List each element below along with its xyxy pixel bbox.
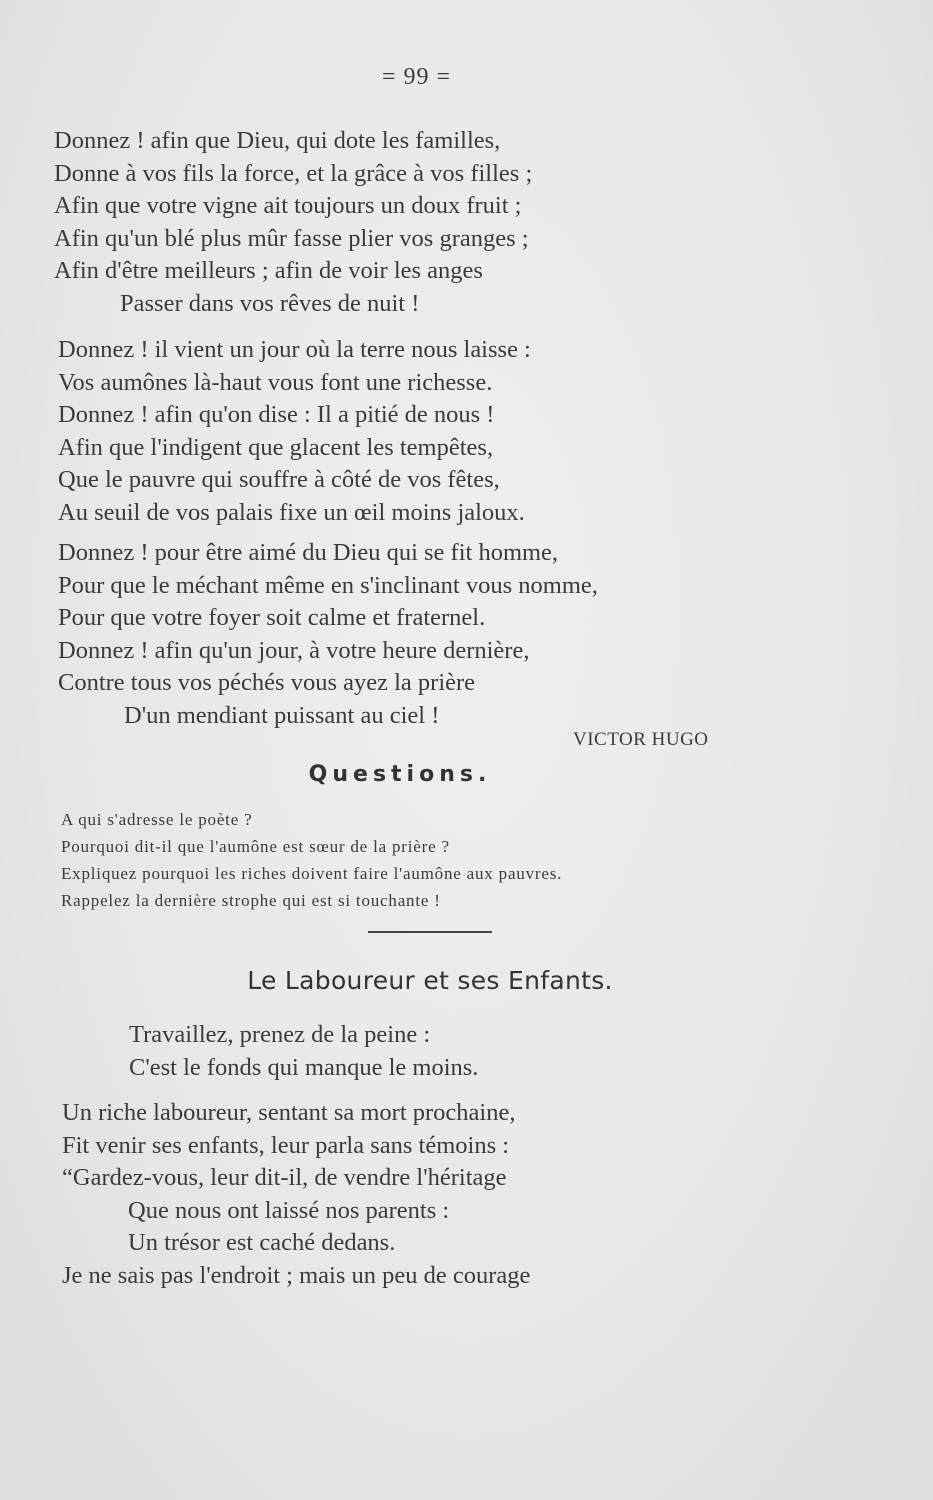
epigraph-line: C'est le fonds qui manque le moins. — [129, 1053, 479, 1081]
verse-line: Donnez ! afin qu'on dise : Il a pitié de nous ! — [58, 401, 495, 428]
verse-line: Je ne sais pas l'endroit ; mais un peu de courage — [62, 1261, 531, 1289]
verse-line: Que le pauvre qui souffre à côté de vos fêtes, — [58, 466, 500, 493]
verse-line: Fit venir ses enfants, leur parla sans témoins : — [62, 1131, 510, 1159]
question-item: Rappelez la dernière strophe qui est si touchante ! — [61, 891, 441, 910]
verse-line: “Gardez-vous, leur dit-il, de vendre l'héritage — [62, 1164, 507, 1191]
verse-line: Donnez ! il vient un jour où la terre nous laisse : — [58, 336, 531, 363]
verse-line: Pour que votre foyer soit calme et fraternel. — [58, 604, 486, 631]
verse-line: Un riche laboureur, sentant sa mort prochaine, — [62, 1099, 516, 1126]
page-number: = 99 = — [381, 64, 452, 90]
poem-stanza-1 — [54, 125, 532, 320]
questions-list — [61, 806, 562, 914]
verse-line: D'un mendiant puissant au ciel ! — [124, 701, 440, 729]
fable-verses — [62, 1097, 530, 1292]
poem-stanza-3 — [58, 537, 598, 732]
epigraph-line: Travaillez, prenez de la peine : — [129, 1021, 431, 1048]
question-item: Pourquoi dit-il que l'aumône est sœur de la prière ? — [61, 837, 450, 856]
question-item: A qui s'adresse le poète ? — [61, 810, 253, 829]
verse-line: Afin que votre vigne ait toujours un doux fruit ; — [54, 192, 522, 219]
verse-line: Donne à vos fils la force, et la grâce à vos filles ; — [54, 159, 533, 187]
verse-line: Vos aumônes là-haut vous font une richesse. — [58, 368, 493, 396]
verse-line: Afin qu'un blé plus mûr fasse plier vos granges ; — [54, 224, 529, 252]
section-divider — [368, 931, 492, 933]
verse-line: Contre tous vos péchés vous ayez la prière — [58, 669, 476, 696]
question-item: Expliquez pourquoi les riches doivent faire l'aumône aux pauvres. — [61, 864, 563, 883]
verse-line: Donnez ! pour être aimé du Dieu qui se fit homme, — [58, 539, 559, 566]
fable-title: Le Laboureur et ses Enfants. — [247, 966, 613, 995]
verse-line: Un trésor est caché dedans. — [128, 1229, 396, 1256]
verse-line: Que nous ont laissé nos parents : — [128, 1196, 450, 1224]
verse-line: Afin que l'indigent que glacent les tempêtes, — [58, 433, 494, 461]
verse-line: Donnez ! afin que Dieu, qui dote les familles, — [54, 127, 501, 154]
verse-line: Au seuil de vos palais fixe un œil moins jaloux. — [58, 498, 525, 526]
fable-epigraph — [129, 1019, 478, 1084]
questions-heading: Questions. — [308, 762, 492, 787]
poem-author: VICTOR HUGO — [573, 729, 709, 750]
verse-line: Donnez ! afin qu'un jour, à votre heure dernière, — [58, 636, 530, 664]
verse-line: Pour que le méchant même en s'inclinant vous nomme, — [58, 571, 598, 599]
poem-stanza-2 — [58, 334, 531, 529]
verse-line: Passer dans vos rêves de nuit ! — [120, 289, 420, 317]
verse-line: Afin d'être meilleurs ; afin de voir les anges — [54, 257, 483, 284]
